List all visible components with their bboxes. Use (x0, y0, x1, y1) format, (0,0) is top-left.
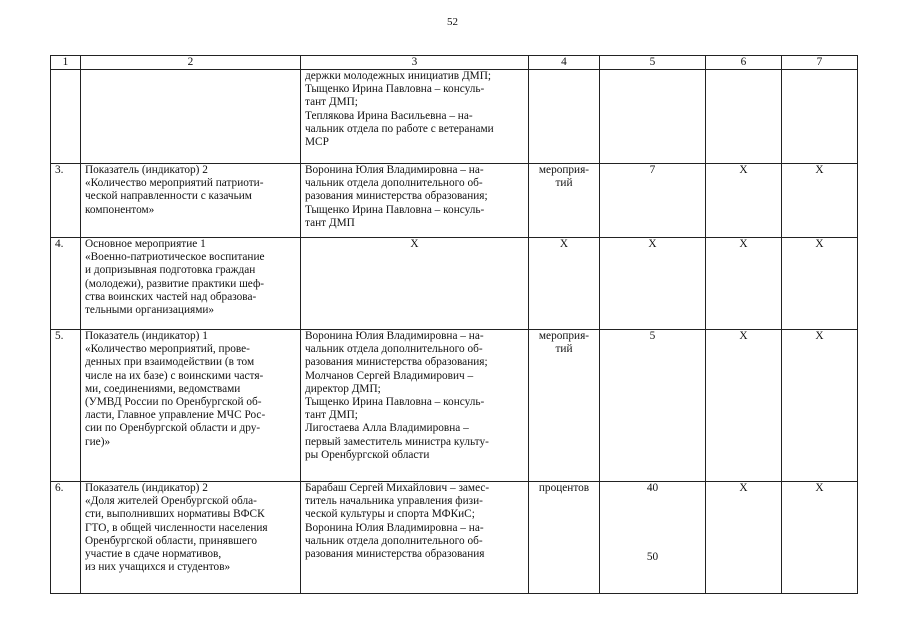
row-value-7: Х (782, 482, 858, 594)
indicators-table (50, 55, 858, 594)
column-header: 5 (600, 56, 706, 70)
row-responsible: Воронина Юлия Владимировна – на- чальник отдела дополнительного об- разования министерства образования; Тыщенко Ирина Павловна – консуль- тант ДМП (301, 164, 529, 238)
row-name (81, 70, 301, 164)
row-number: 5. (51, 330, 81, 482)
row-name: Основное мероприятие 1 «Военно-патриотическое воспитание и допризывная подготовка граждан (молодежи), развитие практики шеф- ства воинских частей над образова- тельными организациями» (81, 238, 301, 330)
column-header: 3 (301, 56, 529, 70)
row-value-6 (706, 70, 782, 164)
row-value-6: Х (706, 238, 782, 330)
row-value-7: Х (782, 330, 858, 482)
row-value-6: Х (706, 330, 782, 482)
page-number: 52 (447, 16, 458, 28)
row-value-5 (600, 70, 706, 164)
column-header: 1 (51, 56, 81, 70)
row-value-7 (782, 70, 858, 164)
row-value-5: 5 (600, 330, 706, 482)
row-value-6: Х (706, 164, 782, 238)
table-row (51, 70, 858, 164)
column-header: 6 (706, 56, 782, 70)
row-number: 6. (51, 482, 81, 594)
row-value-7: Х (782, 238, 858, 330)
row-value-5-second: 50 (646, 551, 659, 564)
table-row (51, 482, 858, 594)
row-value-5 (600, 482, 706, 594)
row-value-5-first: 40 (646, 482, 659, 494)
row-value-7: Х (782, 164, 858, 238)
row-responsible: держки молодежных инициатив ДМП; Тыщенко Ирина Павловна – консуль- тант ДМП; Теплякова Ирина Васильевна – на- чальник отдела по работе с ветеранами МСР (301, 70, 529, 164)
row-responsible: Барабаш Сергей Михайлович – замес- титель начальника управления физи- ческой культуры и спорта МФКиС; Воронина Юлия Владимировна – на- чальник отдела дополнительного об- разования министерства образования (301, 482, 529, 594)
row-number (51, 70, 81, 164)
row-unit: мероприя- тий (529, 164, 600, 238)
row-name: Показатель (индикатор) 2 «Доля жителей Оренбургской обла- сти, выполнивших нормативы ВФСК ГТО, в общей численности населения Оренбургской области, принявшего участие в сдаче нормативов, из них учащихся и студентов» (81, 482, 301, 594)
row-unit: Х (529, 238, 600, 330)
header-row (51, 56, 858, 70)
row-number: 4. (51, 238, 81, 330)
row-responsible: Воронина Юлия Владимировна – на- чальник отдела дополнительного об- разования министерства образования; Молчанов Сергей Владимирович – директор ДМП; Тыщенко Ирина Павловна – консуль- тант ДМП; Лигостаева Алла Владимировна – первый заместитель министра культу- ры Оренбургской области (301, 330, 529, 482)
row-value-5: 7 (600, 164, 706, 238)
row-responsible: Х (301, 238, 529, 330)
row-unit: процентов (529, 482, 600, 594)
row-value-5: Х (600, 238, 706, 330)
row-name: Показатель (индикатор) 1 «Количество мероприятий, прове- денных при взаимодействии (в том числе на их базе) с воинскими частя- ми, соединениями, ведомствами (УМВД России по Оренбургской об- ласти, Главное управление МЧС Рос- сии по Оренбургской области и дру- гие)» (81, 330, 301, 482)
row-value-6: Х (706, 482, 782, 594)
column-header: 7 (782, 56, 858, 70)
column-header: 4 (529, 56, 600, 70)
table-row (51, 164, 858, 238)
row-unit (529, 70, 600, 164)
column-header: 2 (81, 56, 301, 70)
row-number: 3. (51, 164, 81, 238)
row-unit: мероприя- тий (529, 330, 600, 482)
table-row (51, 330, 858, 482)
row-name: Показатель (индикатор) 2 «Количество мероприятий патриоти- ческой направленности с казачьим компонентом» (81, 164, 301, 238)
table-row (51, 238, 858, 330)
